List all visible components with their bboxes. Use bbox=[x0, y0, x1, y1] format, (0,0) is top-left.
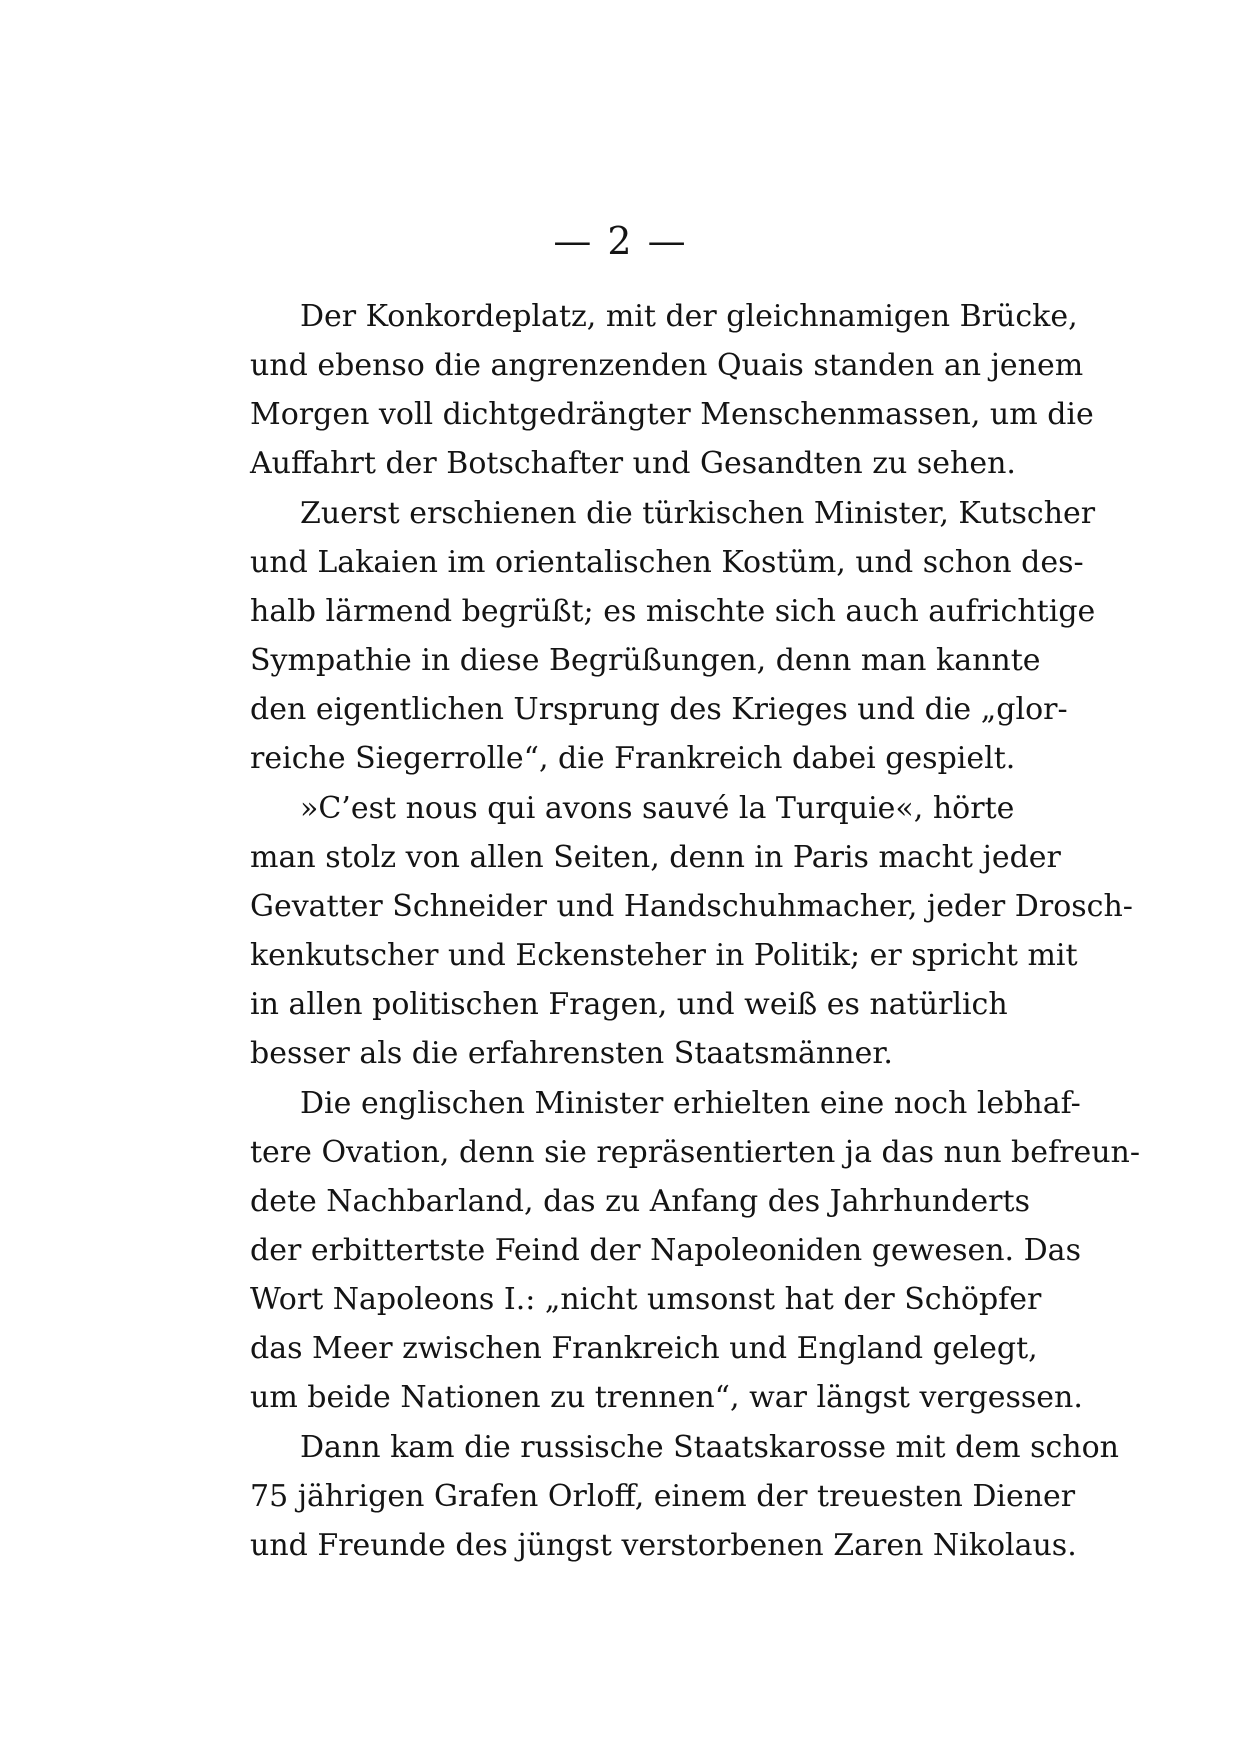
text-line: in allen politischen Fragen, und weiß es natürlich bbox=[250, 987, 1008, 1022]
text-line: und Lakaien im orientalischen Kostüm, und schon des- bbox=[250, 545, 1084, 580]
text-line: Auffahrt der Botschafter und Gesandten zu sehen. bbox=[250, 446, 1016, 481]
text-line: das Meer zwischen Frankreich und England gelegt, bbox=[250, 1331, 1038, 1366]
paragraph bbox=[250, 1079, 1140, 1422]
paragraph bbox=[250, 489, 1096, 783]
text-line: 75 jährigen Grafen Orloff, einem der treuesten Diener bbox=[250, 1479, 1076, 1514]
text-line: tere Ovation, denn sie repräsentierten ja das nun befreun- bbox=[250, 1135, 1140, 1170]
paragraph bbox=[250, 292, 1094, 488]
text-line: Der Konkordeplatz, mit der gleichnamigen Brücke, bbox=[300, 299, 1078, 334]
text-line: um beide Nationen zu trennen“, war längst vergessen. bbox=[250, 1380, 1083, 1415]
text-line: Sympathie in diese Begrüßungen, denn man kannte bbox=[250, 643, 1041, 678]
text-line: Dann kam die russische Staatskarosse mit dem schon bbox=[300, 1430, 1119, 1465]
text-line: und ebenso die angrenzenden Quais standen an jenem bbox=[250, 348, 1084, 383]
paragraph bbox=[250, 784, 1133, 1078]
text-line: der erbittertste Feind der Napoleoniden gewesen. Das bbox=[250, 1233, 1081, 1268]
paragraph bbox=[250, 1423, 1119, 1570]
text-line: Wort Napoleons I.: „nicht umsonst hat der Schöpfer bbox=[250, 1282, 1042, 1317]
text-line: halb lärmend begrüßt; es mischte sich auch aufrichtige bbox=[250, 594, 1096, 629]
text-line: Die englischen Minister erhielten eine noch lebhaf- bbox=[300, 1086, 1081, 1121]
body-text bbox=[250, 292, 1140, 1571]
text-line: den eigentlichen Ursprung des Krieges und die „glor- bbox=[250, 692, 1068, 727]
page-number: — 2 — bbox=[553, 219, 688, 263]
text-line: man stolz von allen Seiten, denn in Paris macht jeder bbox=[250, 840, 1061, 875]
text-line: besser als die erfahrensten Staatsmänner. bbox=[250, 1036, 893, 1071]
text-line: Gevatter Schneider und Handschuhmacher, jeder Drosch- bbox=[250, 889, 1133, 924]
text-line: kenkutscher und Eckensteher in Politik; er spricht mit bbox=[250, 938, 1078, 973]
text-line: »C’est nous qui avons sauvé la Turquie«, hörte bbox=[300, 791, 1015, 826]
text-line: und Freunde des jüngst verstorbenen Zaren Nikolaus. bbox=[250, 1528, 1077, 1563]
text-line: dete Nachbarland, das zu Anfang des Jahrhunderts bbox=[250, 1184, 1030, 1219]
text-line: Zuerst erschienen die türkischen Minister, Kutscher bbox=[300, 496, 1096, 531]
text-line: reiche Siegerrolle“, die Frankreich dabei gespielt. bbox=[250, 741, 1016, 776]
text-line: Morgen voll dichtgedrängter Menschenmassen, um die bbox=[250, 397, 1094, 432]
